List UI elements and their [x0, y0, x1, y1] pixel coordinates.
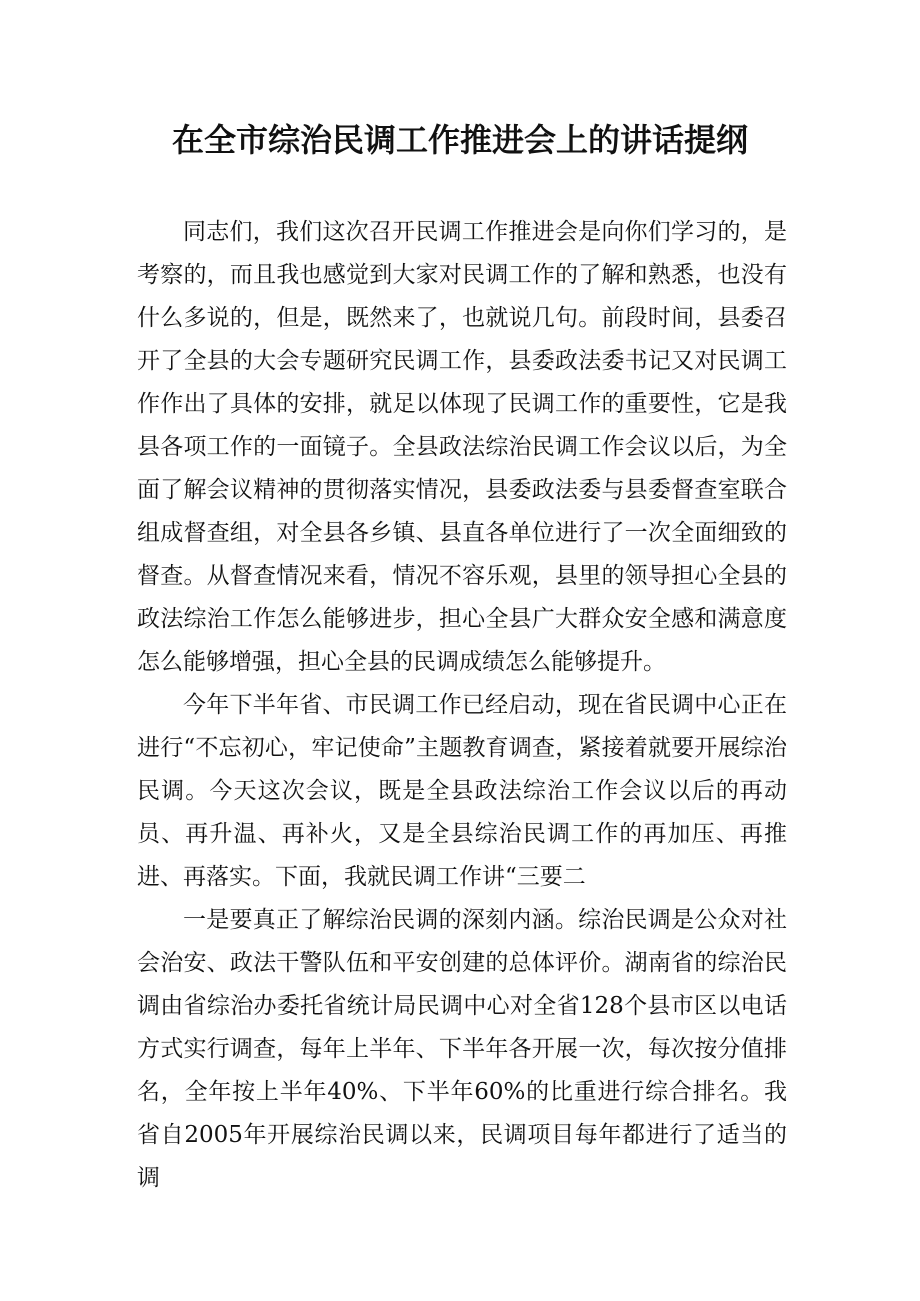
- document-body: [137, 211, 787, 1200]
- document-title: 在全市综治民调工作推进会上的讲话提纲: [171, 121, 748, 159]
- paragraph-2: 今年下半年省、市民调工作已经启动，现在省民调中心正在进行“不忘初心，牢记使命”主题教育调查，紧接着就要开展综治民调。今天这次会议，既是全县政法综治工作会议以后的再动员、再升温、再补火，又是全县综治民调工作的再加压、再推进、再落实。下面，我就民调工作讲“三要二: [137, 692, 787, 890]
- paragraph-3: 一是要真正了解综治民调的深刻内涵。综治民调是公众对社会治安、政法干警队伍和平安创建的总体评价。湖南省的综治民调由省综治办委托省统计局民调中心对全省128个县市区以电话方式实行调查，每年上半年、下半年各开展一次，每次按分值排名，全年按上半年40%、下半年60%的比重进行综合排名。我省自2005年开展综治民调以来，民调项目每年都进行了适当的调: [137, 907, 787, 1191]
- paragraph-1: 同志们，我们这次召开民调工作推进会是向你们学习的，是考察的，而且我也感觉到大家对民调工作的了解和熟悉，也没有什么多说的，但是，既然来了，也就说几句。前段时间，县委召开了全县的大会专题研究民调工作，县委政法委书记又对民调工作作出了具体的安排，就足以体现了民调工作的重要性，它是我县各项工作的一面镜子。全县政法综治民调工作会议以后，为全面了解会议精神的贯彻落实情况，县委政法委与县委督查室联合组成督查组，对全县各乡镇、县直各单位进行了一次全面细致的督查。从督查情况来看，情况不容乐观，县里的领导担心全县的政法综治工作怎么能够进步，担心全县广大群众安全感和满意度怎么能够增强，担心全县的民调成绩怎么能够提升。: [137, 219, 787, 675]
